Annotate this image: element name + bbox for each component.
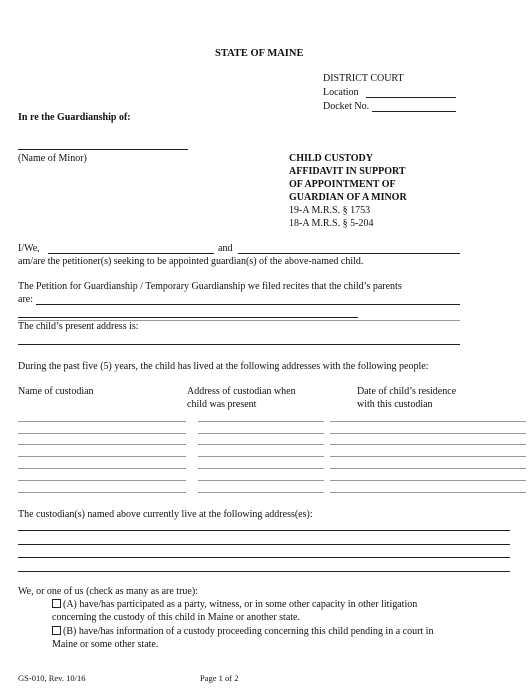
check-a-label-line2: concerning the custody of this child in Maine or another state. <box>52 612 300 623</box>
custodians-address-field-1[interactable] <box>18 530 510 531</box>
petitioner1-field[interactable] <box>48 253 214 254</box>
child-address-field[interactable] <box>18 344 460 345</box>
state-title: STATE OF MAINE <box>215 48 304 59</box>
history-row-7-field-2[interactable] <box>198 492 324 493</box>
column-custodian-address-line2: child was present <box>187 399 257 410</box>
custodians-address-label: The custodian(s) named above currently live at the following address(es): <box>18 509 313 520</box>
history-row-1-field-3[interactable] <box>330 421 526 422</box>
history-row-1-field-1[interactable] <box>18 421 186 422</box>
location-label: Location <box>323 87 359 98</box>
parents-are-label: are: <box>18 294 33 305</box>
history-row-6-field-2[interactable] <box>198 480 324 481</box>
check-a-row <box>52 599 417 610</box>
check-a-label: (A) have/has participated as a party, witness, or in some other capacity in other litigation <box>63 599 418 610</box>
history-row-6-field-3[interactable] <box>330 480 526 481</box>
history-row-3-field-3[interactable] <box>330 444 526 445</box>
parents-statement: The Petition for Guardianship / Temporary Guardianship we filed recites that the child’s parents <box>18 281 402 292</box>
parents-field[interactable] <box>36 304 460 305</box>
form-title-line1: CHILD CUSTODY <box>289 153 373 164</box>
form-title-line3: OF APPOINTMENT OF <box>289 179 396 190</box>
form-title-line4: GUARDIAN OF A MINOR <box>289 192 407 203</box>
history-row-5-field-3[interactable] <box>330 468 526 469</box>
page-number: Page 1 of 2 <box>200 673 239 683</box>
form-id: GS-010, Rev. 10/16 <box>18 673 86 683</box>
statute-2: 18-A M.R.S. § 5-204 <box>289 218 374 229</box>
minor-name-label: (Name of Minor) <box>18 153 87 164</box>
check-a-checkbox[interactable] <box>52 599 61 608</box>
history-row-6-field-1[interactable] <box>18 480 186 481</box>
form-title-line2: AFFIDAVIT IN SUPPORT <box>289 166 406 177</box>
column-residence-date-line2: with this custodian <box>357 399 433 410</box>
history-row-7-field-1[interactable] <box>18 492 186 493</box>
minor-name-field[interactable] <box>18 149 188 150</box>
check-b-row <box>52 626 433 637</box>
column-custodian-name: Name of custodian <box>18 386 94 397</box>
check-b-checkbox[interactable] <box>52 626 61 635</box>
column-residence-date-line1: Date of child’s residence <box>357 386 457 397</box>
history-row-2-field-3[interactable] <box>330 433 526 434</box>
petitioner2-field[interactable] <box>238 253 460 254</box>
child-address-label: The child’s present address is: <box>18 321 139 332</box>
petitioner-statement: am/are the petitioner(s) seeking to be appointed guardian(s) of the above-named child. <box>18 256 364 267</box>
history-row-4-field-1[interactable] <box>18 456 186 457</box>
history-row-3-field-2[interactable] <box>198 444 324 445</box>
history-row-1-field-2[interactable] <box>198 421 324 422</box>
history-row-5-field-1[interactable] <box>18 468 186 469</box>
history-row-4-field-3[interactable] <box>330 456 526 457</box>
history-row-7-field-3[interactable] <box>330 492 526 493</box>
parents-field-2[interactable] <box>18 317 358 318</box>
docket-label: Docket No. <box>323 101 370 112</box>
custodians-address-field-2[interactable] <box>18 544 510 545</box>
history-row-2-field-1[interactable] <box>18 433 186 434</box>
court-name: DISTRICT COURT <box>323 73 404 84</box>
location-field[interactable] <box>366 97 456 98</box>
in-re-heading: In re the Guardianship of: <box>18 112 131 123</box>
history-row-4-field-2[interactable] <box>198 456 324 457</box>
child-address-separator <box>18 320 460 321</box>
custodians-address-field-3[interactable] <box>18 557 510 558</box>
history-row-5-field-2[interactable] <box>198 468 324 469</box>
check-b-label-line2: Maine or some other state. <box>52 639 159 650</box>
checks-intro: We, or one of us (check as many as are true): <box>18 586 198 597</box>
history-intro: During the past five (5) years, the child has lived at the following addresses with the following people: <box>18 361 429 372</box>
custodians-address-field-4[interactable] <box>18 571 510 572</box>
check-b-label: (B) have/has information of a custody proceeding concerning this child pending in a court in <box>63 626 434 637</box>
docket-field[interactable] <box>372 111 456 112</box>
and-label: and <box>218 243 233 254</box>
iwe-label: I/We, <box>18 243 40 254</box>
history-row-2-field-2[interactable] <box>198 433 324 434</box>
history-row-3-field-1[interactable] <box>18 444 186 445</box>
statute-1: 19-A M.R.S. § 1753 <box>289 205 371 216</box>
column-custodian-address-line1: Address of custodian when <box>187 386 296 397</box>
